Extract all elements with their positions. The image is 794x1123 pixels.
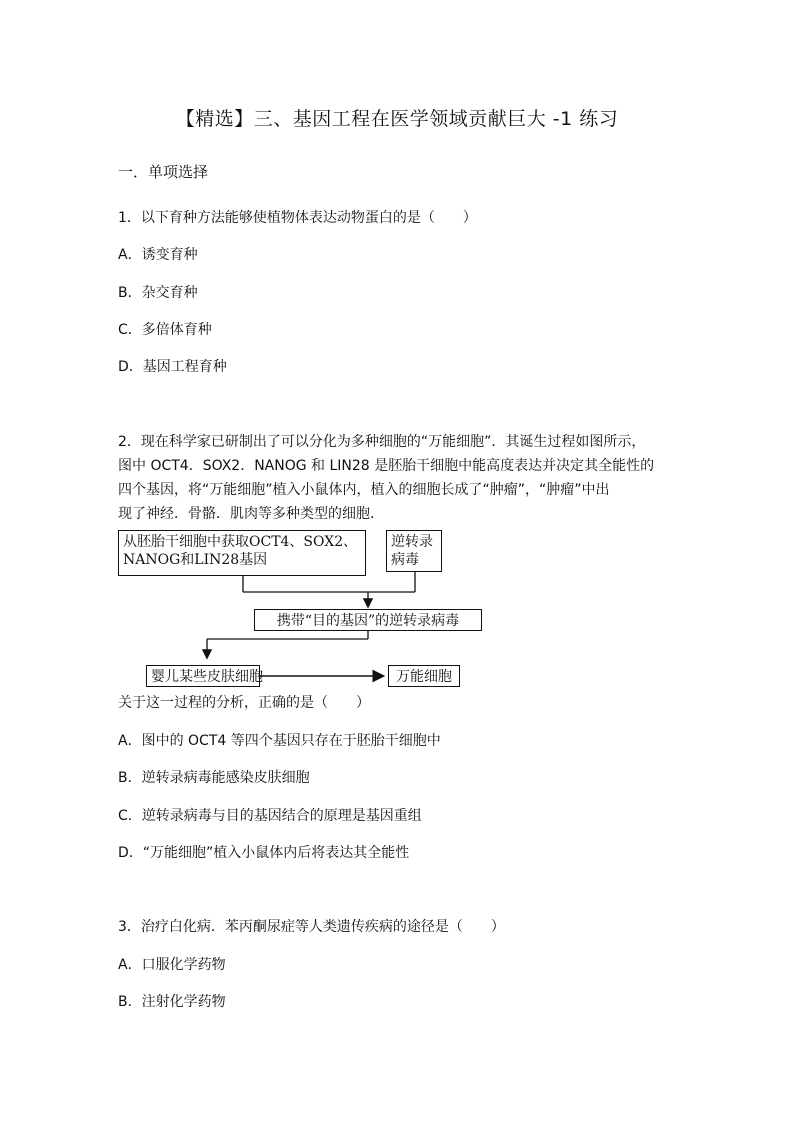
q2-option-b: B．逆转录病毒能感染皮肤细胞 — [118, 770, 310, 786]
q1-option-b: B．杂交育种 — [118, 285, 198, 301]
diagram-box-carrier-virus: 携带“目的基因”的逆转录病毒 — [254, 609, 482, 631]
box1-line-1: 从胚胎干细胞中获取OCT4、SOX2、 — [123, 534, 358, 550]
q1-stem: 1．以下育种方法能够使植物体表达动物蛋白的是（ ） — [118, 210, 477, 226]
q2-question: 关于这一过程的分析，正确的是（ ） — [118, 695, 370, 711]
q2-option-d: D．“万能细胞”植入小鼠体内后将表达其全能性 — [118, 845, 410, 861]
q2-stem-line-1: 2．现在科学家已研制出了可以分化为多种细胞的“万能细胞”．其诞生过程如图所示， — [118, 434, 646, 450]
box2-line-1: 逆转录 — [391, 534, 433, 550]
diagram-box-pluripotent-cells: 万能细胞 — [388, 665, 460, 687]
box2-line-2: 病毒 — [391, 552, 419, 568]
q1-option-a: A．诱变育种 — [118, 247, 198, 263]
q2-option-a: A．图中的 OCT4 等四个基因只存在于胚胎干细胞中 — [118, 733, 441, 749]
q1-option-c: C．多倍体育种 — [118, 322, 212, 338]
page-title: 【精选】三、基因工程在医学领域贡献巨大 -1 练习 — [175, 108, 619, 130]
box1-line-2: NANOG和LIN28基因 — [123, 552, 268, 568]
diagram-box-retrovirus — [386, 530, 442, 572]
diagram-box-skin-cells: 婴儿某些皮肤细胞 — [146, 665, 260, 687]
q3-option-b: B．注射化学药物 — [118, 994, 226, 1010]
q1-option-d: D．基因工程育种 — [118, 359, 227, 375]
q2-stem-line-3: 四个基因，将“万能细胞”植入小鼠体内，植入的细胞长成了“肿瘤”，“肿瘤”中出 — [118, 482, 610, 498]
q2-option-c: C．逆转录病毒与目的基因结合的原理是基因重组 — [118, 808, 422, 824]
q2-stem-line-2: 图中 OCT4．SOX2．NANOG 和 LIN28 是胚胎干细胞中能高度表达并决定其全能性的 — [118, 458, 655, 474]
q3-stem: 3．治疗白化病．苯丙酮尿症等人类遗传疾病的途径是（ ） — [118, 919, 505, 935]
section-heading: 一．单项选择 — [118, 163, 209, 181]
q2-stem-line-4: 现了神经．骨骼．肌肉等多种类型的细胞． — [118, 506, 384, 522]
q3-option-a: A．口服化学药物 — [118, 957, 226, 973]
diagram-box-embryonic-genes — [118, 530, 366, 576]
